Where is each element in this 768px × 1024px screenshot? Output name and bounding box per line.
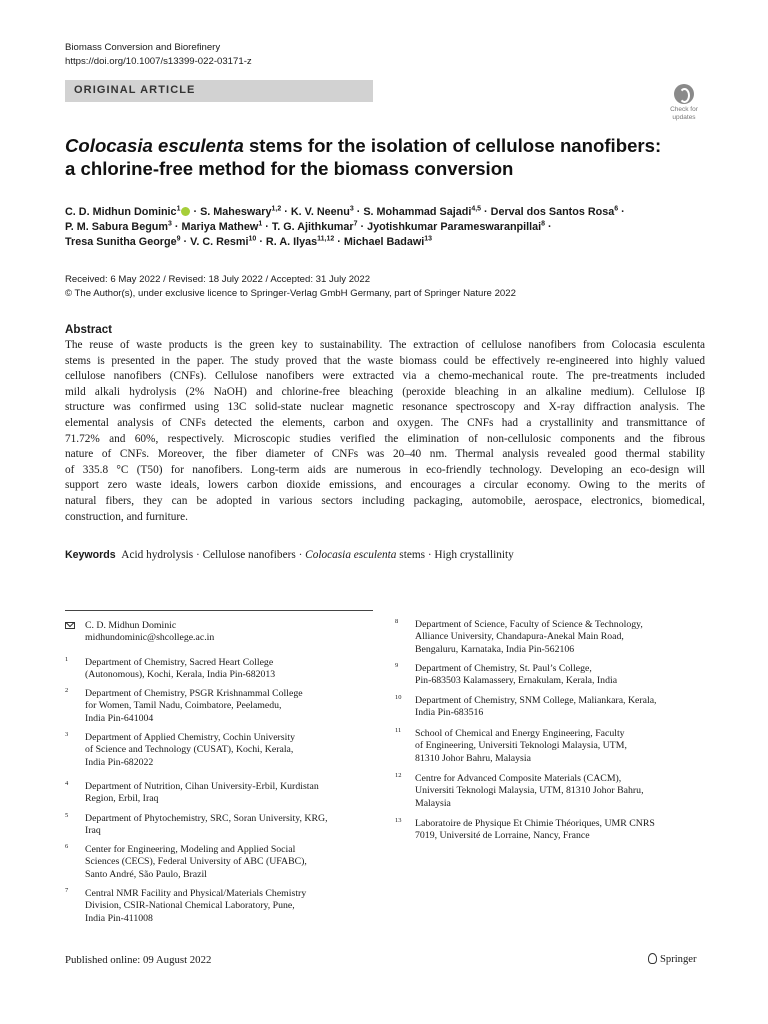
- author-sup: 6: [614, 205, 619, 213]
- envelope-icon: [65, 622, 75, 629]
- published-date: Published online: 09 August 2022: [65, 954, 212, 966]
- springer-horse-icon: [648, 953, 657, 964]
- affiliation-line: Universiti Teknologi Malaysia, UTM, 81310 Johor Bahru,: [415, 785, 644, 797]
- author-sup: 3: [168, 220, 172, 228]
- affiliation-line: Centre for Advanced Composite Materials (CACM),: [415, 773, 622, 784]
- article-dates: Received: 6 May 2022 / Revised: 18 July 2022 / Accepted: 31 July 2022: [65, 274, 371, 285]
- abstract-line: construction, and furniture.: [65, 510, 188, 523]
- abstract-line: support zero waste ideals, lowers carbon dioxide emissions, and encourages a circular economy. Owing to the merits of: [65, 479, 705, 492]
- author-name: P. M. Sabura Begum: [65, 221, 168, 233]
- affiliation-line: Central NMR Facility and Physical/Materials Chemistry: [85, 888, 307, 899]
- author-sup: 9: [176, 235, 181, 243]
- affiliation-number: 10: [395, 694, 402, 701]
- affiliation-line: Santo André, São Paulo, Brazil: [85, 868, 207, 880]
- article-type-label: ORIGINAL ARTICLE: [74, 84, 196, 96]
- abstract-line: 71.72% and 60%, respectively. Microscopic studies verified the elimination of non-cellulosic components and the fibrous: [65, 432, 705, 445]
- abstract-line: nature of CNFs. Moreover, the fiber diameter of CNFs was 20–40 nm. Thermal analysis revealed good thermal stability: [65, 448, 705, 461]
- affiliation-number: 7: [65, 887, 69, 894]
- footnote-divider: [65, 610, 373, 611]
- affiliation-line: Division, CSIR-National Chemical Laboratory, Pune,: [85, 900, 295, 912]
- author-name: · R. A. Ilyas: [256, 236, 318, 248]
- abstract-line: of 335.8 °C (T50) for nanofibers. Long-term aids are numerous in eco-friendly technology. Developing an eco-design will: [65, 463, 705, 476]
- author-sup: 1: [258, 220, 263, 228]
- affiliation-line: Department of Chemistry, Sacred Heart College: [85, 657, 274, 668]
- affiliation-line: India Pin-682022: [85, 756, 154, 768]
- publisher-logo: [648, 953, 696, 965]
- check-badge-line2: updates: [672, 114, 696, 121]
- affiliation-number: 3: [65, 731, 69, 738]
- affiliation-number: 11: [395, 727, 402, 734]
- author-name: · S. Maheswary: [190, 206, 272, 218]
- affiliation-number: 13: [395, 817, 402, 824]
- affiliation-line: (Autonomous), Kochi, Kerala, India Pin-682013: [85, 669, 276, 681]
- check-updates-icon: [674, 84, 694, 104]
- affiliation-line: Department of Applied Chemistry, Cochin University: [85, 732, 295, 743]
- affiliation-line: of Science and Technology (CUSAT), Kochi, Kerala,: [85, 744, 294, 756]
- affiliation-number: 5: [65, 812, 69, 819]
- title-italic-part: Colocasia esculenta: [65, 135, 244, 156]
- affiliation-number: 8: [395, 618, 399, 625]
- affiliation-line: India Pin-641004: [85, 712, 154, 724]
- affiliation-number: 2: [65, 687, 69, 694]
- affiliation-line: School of Chemical and Energy Engineering, Faculty: [415, 728, 625, 739]
- affiliation-line: Region, Erbil, Iraq: [85, 793, 159, 805]
- keywords-pre: Acid hydrolysis · Cellulose nanofibers ·: [121, 549, 306, 561]
- abstract-body: [65, 338, 705, 525]
- affiliation-line: Pin-683503 Kalamassery, Ernakulam, Kerala, India: [415, 675, 618, 687]
- affiliation-line: Department of Science, Faculty of Science & Technology,: [415, 619, 643, 630]
- affiliation-number: 4: [65, 780, 69, 787]
- affiliation-line: Department of Chemistry, St. Paul’s College,: [415, 663, 592, 674]
- author-name: · T. G. Ajithkumar: [262, 221, 354, 233]
- abstract-line: cellulose nanofibers (CNFs). Cellulose nanofibers were extracted via a chemo-mechanical route. The pre-treatments included: [65, 370, 705, 383]
- keywords-italic: Colocasia esculenta: [305, 549, 397, 561]
- copyright-notice: © The Author(s), under exclusive licence to Springer-Verlag GmbH Germany, part of Springer Nature 2022: [65, 288, 516, 299]
- author-name: Tresa Sunitha George: [65, 236, 177, 248]
- affiliation-line: Department of Chemistry, PSGR Krishnammal College: [85, 688, 303, 699]
- author-sup: 1,2: [271, 205, 282, 213]
- abstract-line: The reuse of waste products is the green key to sustainability. The extraction of cellulose nanofibers from Colocasia esculenta: [65, 339, 705, 351]
- affiliation-line: 7019, Université de Lorraine, Nancy, France: [415, 830, 590, 842]
- author-sup: 4,5: [471, 205, 482, 213]
- author-sup: 3: [349, 205, 354, 213]
- affiliation-line: Bengaluru, Karnataka, India Pin-562106: [415, 643, 575, 655]
- keywords-line: [65, 549, 514, 561]
- title-rest-line1: stems for the isolation of cellulose nanofibers:: [243, 135, 662, 156]
- author-name: · Jyotishkumar Parameswaranpillai: [357, 221, 542, 233]
- author-name: · Michael Badawi: [334, 236, 425, 248]
- author-sup: 11,12: [317, 235, 335, 243]
- corresponding-email[interactable]: midhundominic@shcollege.ac.in: [85, 632, 215, 644]
- affiliation-line: Department of Nutrition, Cihan University-Erbil, Kurdistan: [85, 781, 319, 792]
- authors-line-1: [65, 205, 725, 220]
- title-line2: a chlorine-free method for the biomass conversion: [65, 158, 514, 179]
- check-for-updates-badge[interactable]: [666, 84, 702, 124]
- affiliation-number: 1: [65, 656, 69, 663]
- affiliation-line: Iraq: [85, 825, 101, 837]
- affiliation-line: 81310 Johor Bahru, Malaysia: [415, 752, 531, 764]
- author-name: · Mariya Mathew: [171, 221, 259, 233]
- check-badge-line1: Check for: [670, 106, 698, 113]
- author-sup: 8: [541, 220, 546, 228]
- author-separator: ·: [545, 221, 552, 233]
- author-sup: 10: [248, 235, 257, 243]
- authors-line-2: [65, 220, 725, 235]
- affiliation-line: for Women, Tamil Nadu, Coimbatore, Peelamedu,: [85, 700, 282, 712]
- abstract-line: structure was confirmed using 13C solid-state nuclear magnetic resonance spectroscopy and X-ray diffraction analysis. The: [65, 401, 705, 414]
- author-name: · Derval dos Santos Rosa: [481, 206, 615, 218]
- author-sup: 13: [424, 235, 433, 243]
- authors-line-3: [65, 235, 725, 250]
- affiliation-number: 9: [395, 662, 399, 669]
- affiliation-line: India Pin-411008: [85, 912, 153, 924]
- affiliation-line: Department of Phytochemistry, SRC, Soran University, KRG,: [85, 813, 328, 824]
- abstract-line: natural fibers, they can be adopted in various sectors including packaging, automobile, aerospace, electronics, biomedical,: [65, 494, 705, 507]
- corresponding-author: C. D. Midhun Dominic: [85, 620, 177, 631]
- affiliation-line: of Engineering, Universiti Teknologi Malaysia, UTM,: [415, 740, 627, 752]
- affiliation-line: Alliance University, Chandapura-Anekal Main Road,: [415, 631, 624, 643]
- abstract-line: mild alkali hydrolysis (2% NaOH) and chlorine-free bleaching (peroxide bleaching in an alkaline medium). Cellulose Iβ: [65, 385, 705, 398]
- author-sup: 1: [176, 205, 181, 213]
- affiliation-number: 12: [395, 772, 402, 779]
- doi-link[interactable]: https://doi.org/10.1007/s13399-022-03171-z: [65, 56, 252, 67]
- author-name: C. D. Midhun Dominic: [65, 206, 177, 218]
- author-sup: 7: [353, 220, 358, 228]
- affiliation-number: 6: [65, 843, 69, 850]
- keywords-post: stems · High crystallinity: [396, 549, 514, 561]
- affiliation-line: Sciences (CECS), Federal University of ABC (UFABC),: [85, 856, 307, 868]
- abstract-line: elemental analysis of CNFs detected the elements, carbon and oxygen. The CNFs had a crystallinity and transmittance of: [65, 416, 705, 429]
- publisher-name: Springer: [660, 954, 697, 965]
- affiliation-line: Malaysia: [415, 797, 451, 809]
- keywords-label: Keywords: [65, 549, 116, 561]
- affiliation-line: Center for Engineering, Modeling and Applied Social: [85, 844, 296, 855]
- author-name: · V. C. Resmi: [180, 236, 249, 248]
- abstract-heading: Abstract: [65, 323, 113, 336]
- paper-title: [65, 134, 705, 180]
- author-separator: ·: [618, 206, 625, 218]
- author-name: · S. Mohammad Sajadi: [353, 206, 472, 218]
- journal-name: Biomass Conversion and Biorefinery: [65, 42, 221, 53]
- affiliation-line: Department of Chemistry, SNM College, Maliankara, Kerala,: [415, 695, 657, 706]
- affiliation-line: India Pin-683516: [415, 707, 484, 719]
- abstract-line: stems is presented in the paper. The study proved that the waste biomass could be effectively re-engineered into highly valued: [65, 354, 705, 367]
- author-name: · K. V. Neenu: [281, 206, 350, 218]
- affiliation-line: Laboratoire de Physique Et Chimie Théoriques, UMR CNRS: [415, 818, 655, 829]
